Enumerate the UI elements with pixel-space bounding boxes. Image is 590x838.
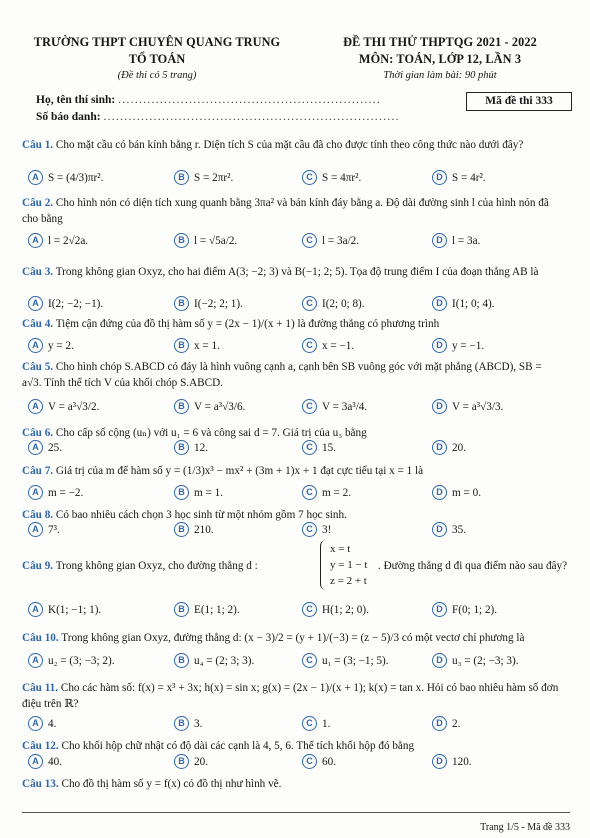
option-letter: D xyxy=(432,716,447,731)
option-letter: D xyxy=(432,296,447,311)
question-text: Cho mặt cầu có bán kính bằng r. Diện tích S của mặt cầu đã cho được tính theo công thức nào dưới đây? xyxy=(55,139,524,151)
option-letter: C xyxy=(302,170,317,185)
option-b[interactable] xyxy=(174,716,202,731)
option-letter: C xyxy=(302,754,317,769)
option-letter: C xyxy=(302,602,317,617)
option-text: l = 2√2a. xyxy=(48,234,89,247)
header-left xyxy=(22,34,292,83)
header-right xyxy=(300,34,580,83)
question-text: Cho hình chóp S.ABCD có đáy là hình vuông cạnh a, cạnh bên SB vuông góc với mặt phẳng (ABCD), SB = a√3. Tính thể tích V của khối chóp S.ABCD. xyxy=(22,361,542,389)
option-a[interactable] xyxy=(28,485,83,500)
footer-divider xyxy=(22,812,570,813)
option-text: V = a³√3/6. xyxy=(194,400,246,413)
option-letter: C xyxy=(302,522,317,537)
option-text: S = 4r². xyxy=(452,171,486,184)
option-letter: A xyxy=(28,440,43,455)
options-q2 xyxy=(28,233,568,251)
option-text: K(1; −1; 1). xyxy=(48,603,102,616)
question-text: Cho đồ thị hàm số y = f(x) có đồ thị như hình vẽ. xyxy=(61,778,282,790)
option-d[interactable] xyxy=(432,233,480,248)
option-d[interactable] xyxy=(432,338,484,353)
option-letter: D xyxy=(432,233,447,248)
option-text: 25. xyxy=(48,441,62,454)
option-letter: C xyxy=(302,338,317,353)
question-text: Cho khối hộp chữ nhật có độ dài các cạnh là 4, 5, 6. Thể tích khối hộp đó bằng xyxy=(61,740,415,752)
option-text: m = 1. xyxy=(194,486,223,499)
option-text: x = −1. xyxy=(322,339,355,352)
question-1 xyxy=(22,137,562,153)
time-limit: Thời gian làm bài: 90 phút xyxy=(383,70,497,81)
option-letter: A xyxy=(28,338,43,353)
option-text: u₄ = (2; 3; 3). xyxy=(194,654,255,667)
question-text: Cho hình nón có diện tích xung quanh bằng 3πa² và bán kính đáy bằng a. Độ dài đường sinh l của hình nón đã cho bằng xyxy=(22,197,549,225)
option-text: I(2; −2; −1). xyxy=(48,297,104,310)
option-d[interactable] xyxy=(432,485,481,500)
option-a[interactable] xyxy=(28,296,103,311)
question-number: Câu 6. xyxy=(22,427,54,439)
question-text: Có bao nhiêu cách chọn 3 học sinh từ một nhóm gồm 7 học sinh. xyxy=(55,509,347,521)
option-text: 35. xyxy=(452,523,466,536)
option-letter: A xyxy=(28,485,43,500)
department-name: TỔ TOÁN xyxy=(128,52,186,66)
option-a[interactable] xyxy=(28,440,62,455)
option-d[interactable] xyxy=(432,754,472,769)
option-text: I(−2; 2; 1). xyxy=(194,297,243,310)
option-d[interactable] xyxy=(432,296,495,311)
option-letter: D xyxy=(432,399,447,414)
exam-code-box: Mã đề thi 333 xyxy=(466,92,572,111)
option-letter: D xyxy=(432,440,447,455)
exam-title: ĐỀ THI THỬ THPTQG 2021 - 2022 xyxy=(343,35,537,49)
option-letter: A xyxy=(28,399,43,414)
options-q7 xyxy=(28,485,568,503)
option-text: I(2; 0; 8). xyxy=(322,297,365,310)
option-c[interactable] xyxy=(302,399,367,414)
option-b[interactable] xyxy=(174,296,243,311)
option-d[interactable] xyxy=(432,170,486,185)
option-c[interactable] xyxy=(302,296,365,311)
option-a[interactable] xyxy=(28,338,74,353)
option-text: 3! xyxy=(322,523,332,536)
question-7 xyxy=(22,463,562,479)
option-text: 3. xyxy=(194,717,203,730)
option-letter: B xyxy=(174,602,189,617)
question-4 xyxy=(22,316,562,332)
option-text: 7³. xyxy=(48,523,60,536)
option-letter: A xyxy=(28,754,43,769)
option-text: 20. xyxy=(194,755,208,768)
option-text: m = 0. xyxy=(452,486,481,499)
option-letter: C xyxy=(302,485,317,500)
option-letter: B xyxy=(174,754,189,769)
option-d[interactable] xyxy=(432,440,466,455)
option-a[interactable] xyxy=(28,653,115,668)
option-letter: B xyxy=(174,653,189,668)
option-letter: B xyxy=(174,170,189,185)
question-3 xyxy=(22,264,562,280)
option-c[interactable] xyxy=(302,440,336,455)
question-number: Câu 12. xyxy=(22,740,59,752)
option-c[interactable] xyxy=(302,522,331,537)
question-number: Câu 9. xyxy=(22,560,54,572)
question-text: Trong không gian Oxyz, đường thẳng d: (x − 3)/2 = (y + 1)/(−3) = (z − 5)/3 có một vectơ chỉ phương là xyxy=(61,632,525,644)
question-number: Câu 13. xyxy=(22,778,59,790)
option-letter: D xyxy=(432,338,447,353)
option-text: 1. xyxy=(322,717,331,730)
equation-y: y = 1 − t xyxy=(330,559,368,571)
option-text: 20. xyxy=(452,441,466,454)
question-5 xyxy=(22,359,562,391)
question-text: Trong không gian Oxyz, cho đường thẳng d : xyxy=(55,560,258,572)
option-b[interactable] xyxy=(174,399,245,414)
equation-brace xyxy=(320,540,329,590)
options-q5 xyxy=(28,399,568,417)
option-letter: D xyxy=(432,602,447,617)
question-number: Câu 1. xyxy=(22,139,54,151)
option-text: m = −2. xyxy=(48,486,84,499)
option-c[interactable] xyxy=(302,170,361,185)
question-text: Giá trị của m để hàm số y = (1/3)x³ − mx² + (3m + 1)x + 1 đạt cực tiểu tại x = 1 là xyxy=(55,465,424,477)
option-text: l = 3a/2. xyxy=(322,234,360,247)
option-text: y = 2. xyxy=(48,339,74,352)
option-text: l = √5a/2. xyxy=(194,234,238,247)
option-text: 210. xyxy=(194,523,214,536)
option-c[interactable] xyxy=(302,653,389,668)
student-name-line xyxy=(36,94,381,106)
option-c[interactable] xyxy=(302,754,336,769)
option-letter: D xyxy=(432,170,447,185)
option-a[interactable] xyxy=(28,399,99,414)
option-text: I(1; 0; 4). xyxy=(452,297,495,310)
option-b[interactable] xyxy=(174,754,208,769)
option-letter: B xyxy=(174,485,189,500)
options-q11 xyxy=(28,716,568,734)
option-a[interactable] xyxy=(28,602,101,617)
option-letter: A xyxy=(28,522,43,537)
option-text: 15. xyxy=(322,441,336,454)
option-text: V = a³√3/3. xyxy=(452,400,504,413)
option-a[interactable] xyxy=(28,754,62,769)
question-number: Câu 10. xyxy=(22,632,59,644)
option-text: x = 1. xyxy=(194,339,220,352)
option-d[interactable] xyxy=(432,399,503,414)
option-letter: D xyxy=(432,522,447,537)
options-q6 xyxy=(28,440,568,458)
question-text: Cho cấp số cộng (uₙ) với u₁ = 6 và công sai d = 7. Giá trị của u₃ bằng xyxy=(55,427,367,439)
student-id-line xyxy=(36,111,400,123)
student-name-field[interactable]: ............................................................... xyxy=(118,94,382,106)
option-letter: D xyxy=(432,653,447,668)
option-text: 40. xyxy=(48,755,62,768)
option-text: 12. xyxy=(194,441,208,454)
option-letter: A xyxy=(28,653,43,668)
option-letter: B xyxy=(174,296,189,311)
option-letter: B xyxy=(174,716,189,731)
option-letter: A xyxy=(28,296,43,311)
option-b[interactable] xyxy=(174,170,233,185)
option-text: H(1; 2; 0). xyxy=(322,603,369,616)
question-number: Câu 7. xyxy=(22,465,54,477)
question-12 xyxy=(22,738,562,754)
question-8 xyxy=(22,507,562,523)
question-number: Câu 3. xyxy=(22,266,54,278)
question-number: Câu 11. xyxy=(22,682,59,694)
option-c[interactable] xyxy=(302,233,359,248)
option-letter: A xyxy=(28,233,43,248)
option-d[interactable] xyxy=(432,602,497,617)
option-letter: B xyxy=(174,338,189,353)
options-q12 xyxy=(28,754,568,772)
option-b[interactable] xyxy=(174,233,237,248)
option-text: V = 3a³/4. xyxy=(322,400,368,413)
options-q4 xyxy=(28,338,568,356)
option-text: y = −1. xyxy=(452,339,485,352)
option-c[interactable] xyxy=(302,602,369,617)
question-number: Câu 5. xyxy=(22,361,54,373)
option-d[interactable] xyxy=(432,653,519,668)
option-text: E(1; 1; 2). xyxy=(194,603,240,616)
question-text: Cho các hàm số: f(x) = x³ + 3x; h(x) = sin x; g(x) = (2x − 1)/(x + 1); k(x) = tan x. Hỏi có bao nhiêu hàm số đơn điệu trên ℝ? xyxy=(22,682,559,710)
subject-line: MÔN: TOÁN, LỚP 12, LẦN 3 xyxy=(358,52,522,66)
option-b[interactable] xyxy=(174,440,208,455)
option-a[interactable] xyxy=(28,716,56,731)
question-number: Câu 8. xyxy=(22,509,54,521)
question-text-continued: . Đường thẳng d đi qua điểm nào sau đây? xyxy=(378,560,568,572)
question-number: Câu 4. xyxy=(22,318,54,330)
question-10 xyxy=(22,630,562,646)
question-text: Trong không gian Oxyz, cho hai điểm A(3; −2; 3) và B(−1; 2; 5). Tọa độ trung điểm I của đoạn thẳng AB là xyxy=(55,266,539,278)
option-text: S = 4πr². xyxy=(322,171,362,184)
option-c[interactable] xyxy=(302,338,354,353)
equation-z: z = 2 + t xyxy=(330,575,367,587)
question-9 xyxy=(22,558,322,574)
options-q1 xyxy=(28,170,568,188)
option-text: l = 3a. xyxy=(452,234,481,247)
question-text: Tiệm cận đứng của đồ thị hàm số y = (2x − 1)/(x + 1) là đường thẳng có phương trình xyxy=(55,318,440,330)
option-letter: A xyxy=(28,716,43,731)
question-13 xyxy=(22,776,562,792)
question-2 xyxy=(22,195,562,227)
option-c[interactable] xyxy=(302,716,330,731)
option-text: V = a³√3/2. xyxy=(48,400,100,413)
option-text: m = 2. xyxy=(322,486,351,499)
option-a[interactable] xyxy=(28,170,103,185)
option-letter: B xyxy=(174,522,189,537)
student-id-field[interactable]: ....................................................................... xyxy=(103,111,400,123)
option-text: 4. xyxy=(48,717,57,730)
option-letter: B xyxy=(174,399,189,414)
option-d[interactable] xyxy=(432,716,460,731)
option-text: 2. xyxy=(452,717,461,730)
option-text: S = 2πr². xyxy=(194,171,234,184)
option-letter: C xyxy=(302,716,317,731)
option-text: F(0; 1; 2). xyxy=(452,603,498,616)
option-letter: B xyxy=(174,440,189,455)
option-letter: B xyxy=(174,233,189,248)
option-letter: A xyxy=(28,602,43,617)
option-text: u₂ = (3; −3; 2). xyxy=(48,654,115,667)
option-b[interactable] xyxy=(174,653,254,668)
student-name-label: Họ, tên thí sinh: xyxy=(36,94,116,106)
option-letter: C xyxy=(302,233,317,248)
options-q8 xyxy=(28,522,568,540)
option-text: u₁ = (3; −1; 5). xyxy=(322,654,389,667)
option-letter: C xyxy=(302,399,317,414)
option-a[interactable] xyxy=(28,522,60,537)
option-text: S = (4/3)πr². xyxy=(48,171,104,184)
options-q9 xyxy=(28,602,568,620)
student-id-label: Số báo danh: xyxy=(36,111,101,123)
page-footer: Trang 1/5 - Mã đề 333 xyxy=(480,822,570,833)
option-text: 60. xyxy=(322,755,336,768)
option-letter: D xyxy=(432,485,447,500)
option-letter: D xyxy=(432,754,447,769)
option-d[interactable] xyxy=(432,522,466,537)
page-count-note: (Đề thi có 5 trang) xyxy=(117,70,197,81)
question-11 xyxy=(22,680,562,712)
option-text: 120. xyxy=(452,755,472,768)
option-a[interactable] xyxy=(28,233,88,248)
equation-x: x = t xyxy=(330,543,351,555)
option-letter: C xyxy=(302,440,317,455)
option-text: u₃ = (2; −3; 3). xyxy=(452,654,519,667)
question-6 xyxy=(22,425,562,441)
school-name: TRƯỜNG THPT CHUYÊN QUANG TRUNG xyxy=(33,35,281,49)
option-b[interactable] xyxy=(174,338,220,353)
option-b[interactable] xyxy=(174,522,214,537)
options-q10 xyxy=(28,653,568,671)
option-b[interactable] xyxy=(174,485,223,500)
option-b[interactable] xyxy=(174,602,240,617)
option-letter: C xyxy=(302,296,317,311)
option-letter: C xyxy=(302,653,317,668)
options-q3 xyxy=(28,296,568,314)
question-number: Câu 2. xyxy=(22,197,54,209)
option-letter: A xyxy=(28,170,43,185)
option-c[interactable] xyxy=(302,485,351,500)
